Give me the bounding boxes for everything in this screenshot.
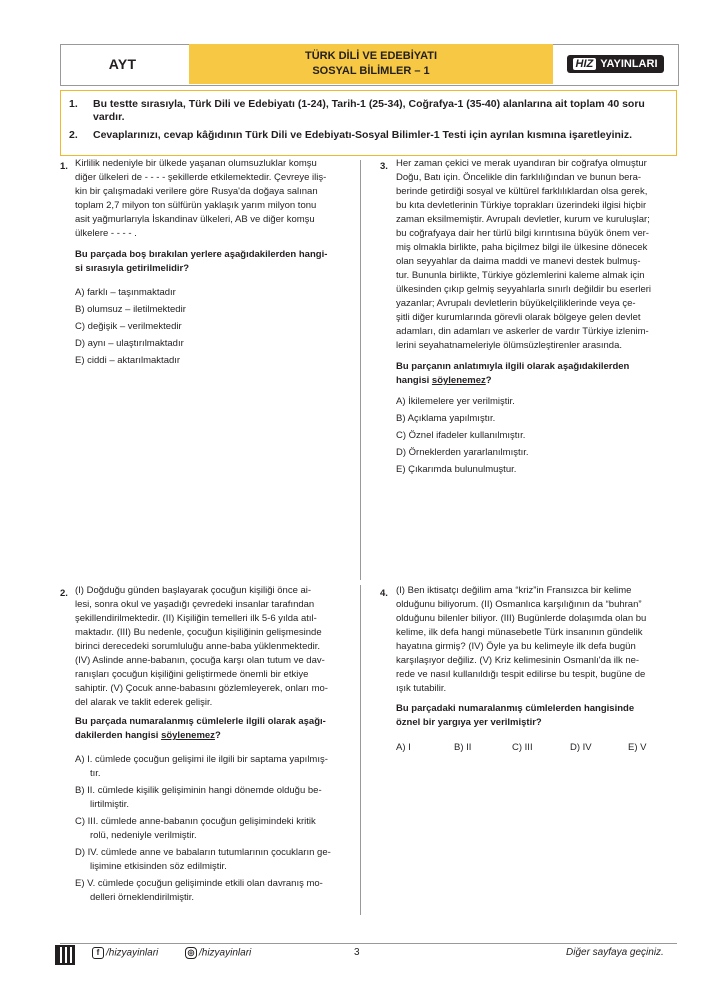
option-b[interactable] <box>75 784 347 815</box>
question-number: 2. <box>60 588 68 599</box>
instruction-text: Cevaplarınızı, cevap kâğıdının Türk Dili ve Edebiyatı-Sosyal Bilimler-1 Testi için ayrılan kısmına işaretleyiniz. <box>93 129 633 141</box>
q4-stem <box>396 702 671 730</box>
option-text: A) I. cümlede çocuğun gelişimi ile ilgili bir saptama yapılmış- <box>75 754 328 765</box>
header-title-line2: SOSYAL BİLİMLER – 1 <box>312 65 430 77</box>
instructions-box <box>60 90 677 156</box>
option-b[interactable]: B) olumsuz – iletilmektedir <box>75 304 186 315</box>
passage-line: ülkesinden çıkıp gelmiş seyyahlarla sınırlı değildir bu eserleri <box>396 284 652 295</box>
passage-line: miş olmakla birlikte, paha biçilmez bilgi ile ülkesine dönecek <box>396 242 648 253</box>
option-text: E) V. cümlede çocuğun gelişiminde etkili olan davranış mo- <box>75 878 323 889</box>
header-title-block <box>189 44 553 84</box>
passage-line: hayatına girmiş? (IV) Öyle ya bu kelimeyle ilk defa bugün <box>396 641 636 652</box>
question-number: 4. <box>380 588 388 599</box>
option-e[interactable] <box>75 877 347 908</box>
q4-passage <box>396 584 664 696</box>
passage-line: del alarak ve taklit ederek gelişir. <box>75 697 213 708</box>
passage-line: zaman eksilmemiştir. Avrupalı devletler, kurum ve kuruluşlar; <box>396 214 650 225</box>
logo-hiz-text: HIZ <box>573 58 597 70</box>
logo-yayinlari-text: YAYINLARI <box>600 58 658 70</box>
option-text: delleri örneklendirilmiştir. <box>90 892 195 903</box>
option-a[interactable]: A) İkilemelere yer verilmiştir. <box>396 396 515 407</box>
passage-line: bu coğrafyaya dair her türlü bilgi kırıntısına büyük önem ver- <box>396 228 649 239</box>
q2-stem <box>75 715 350 743</box>
stem-text: dakilerden hangisi <box>75 730 162 741</box>
option-d[interactable]: D) aynı – ulaştırılmaktadır <box>75 338 184 349</box>
option-d[interactable] <box>75 846 347 877</box>
stem-line <box>75 729 350 743</box>
instruction-text: Bu testte sırasıyla, Türk Dili ve Edebiyatı (1-24), Tarih-1 (25-34), Coğrafya-1 (35-40) alanlarına ait toplam 40 soru vardır. <box>93 98 645 123</box>
passage-line: adamları, din adamları ve askerler de vardır Türkiye izlenim- <box>396 326 649 337</box>
passage-line: yazanlar; Avrupalı devletlerin büyükelçiliklerinde veya çe- <box>396 298 636 309</box>
passage-line: lesi, sonra okul ve yaşadığı çevredeki insanlar tarafından <box>75 599 315 610</box>
stem-text: ? <box>485 375 492 386</box>
option-e[interactable]: E) Çıkarımda bulunulmuştur. <box>396 464 517 475</box>
passage-line: bu kıta devletlerinin Türkiye toprakları üzerindeki ilgisi hiçbir <box>396 200 647 211</box>
option-d[interactable]: D) Örneklerden yararlanılmıştır. <box>396 447 529 458</box>
passage-line: rede ve nasıl kullanıldığı tespit edilirse bu tespit, bugüne de <box>396 669 646 680</box>
passage-line: ranışları çocuğun kişiliğini geliştirmede önemli bir etkiye <box>75 669 309 680</box>
facebook-text: /hizyayinlari <box>106 947 159 959</box>
passage-line: ülkelere - - - - . <box>75 228 137 239</box>
q1-stem <box>75 248 350 276</box>
column-divider <box>360 160 361 580</box>
passage-line: berinde getirdiği sosyal ve kültürel farklılıklardan olsa gerek, <box>396 186 648 197</box>
option-c[interactable]: C) Öznel ifadeler kullanılmıştır. <box>396 430 526 441</box>
question-number: 3. <box>380 161 388 172</box>
footer-divider <box>60 943 677 944</box>
option-text: tır. <box>90 768 101 779</box>
passage-line: birinci derecedeki sorumluluğu anne-baba yüklenmektedir. <box>75 641 321 652</box>
instagram-icon: ◎ <box>185 947 197 959</box>
q2-options <box>75 753 347 908</box>
stem-underlined: söylenemez <box>161 730 215 741</box>
option-c[interactable] <box>75 815 347 846</box>
q3-options <box>396 395 529 480</box>
option-e[interactable]: E) ciddi – aktarılmaktadır <box>75 355 181 366</box>
next-page-note: Diğer sayfaya geçiniz. <box>566 947 664 958</box>
option-text: B) II. cümlede kişilik gelişiminin hangi dönemde olduğu be- <box>75 785 322 796</box>
passage-line: toplam 2,7 milyon ton sülfürün yaklaşık yarım milyon tonu <box>75 200 317 211</box>
passage-line: kin bir çalışmadaki verilere göre Rusya'da doğaya salınan <box>75 186 318 197</box>
option-text: lişimine etkisinden söz edilmiştir. <box>90 861 227 872</box>
q2-passage <box>75 584 345 710</box>
instagram-text: /hizyayinlari <box>199 947 252 959</box>
publisher-logo <box>553 44 677 84</box>
q3-stem <box>396 360 671 388</box>
q3-passage <box>396 157 664 353</box>
facebook-handle[interactable] <box>92 947 158 959</box>
option-c[interactable]: C) değişik – verilmektedir <box>75 321 182 332</box>
option-c[interactable]: C) III <box>512 742 533 753</box>
passage-line: Her zaman çekici ve merak uyandıran bir coğrafya olmuştur <box>396 158 647 169</box>
option-d[interactable]: D) IV <box>570 742 592 753</box>
q1-passage <box>75 157 345 241</box>
option-text: rolü, nedeniyle verilmiştir. <box>90 830 197 841</box>
option-text: C) III. cümlede anne-babanın çocuğun gelişimindeki kritik <box>75 816 316 827</box>
passage-line: (I) Ben iktisatçı değilim ama “kriz”in Fransızca bir kelime <box>396 585 632 596</box>
option-text: D) IV. cümlede anne ve babaların tutumlarının çocukların ge- <box>75 847 331 858</box>
passage-line: (I) Doğduğu günden başlayarak çocuğun kişiliği önce ai- <box>75 585 312 596</box>
passage-line: kelime, ilk defa hangi münasebetle Türk insanının gündelik <box>396 627 643 638</box>
passage-line: olan seyyahlar da daima maddi ve manevi destek bulmuş- <box>396 256 641 267</box>
option-b[interactable]: B) Açıklama yapılmıştır. <box>396 413 496 424</box>
stem-line <box>396 374 671 388</box>
passage-line: olduğunu biliyorum. (II) Osmanlıca karşılığının da “buhran” <box>396 599 642 610</box>
stem-line: öznel bir yargıya yer verilmiştir? <box>396 717 542 728</box>
option-b[interactable]: B) II <box>454 742 472 753</box>
option-a[interactable]: A) farklı – taşınmaktadır <box>75 287 176 298</box>
qr-code-icon <box>55 945 75 965</box>
passage-line: karşılaşıyor değiliz. (V) Kriz kelimesinin Osmanlı'da ilk ne- <box>396 655 640 666</box>
passage-line: şekillendirilmektedir. (II) Kişiliğin temelleri ilk 5-6 yılda atıl- <box>75 613 317 624</box>
q1-options <box>75 286 186 371</box>
stem-text: ? <box>214 730 221 741</box>
passage-line: (IV) Aslinde anne-babanın, çocuğa karşı olan tutum ve dav- <box>75 655 325 666</box>
facebook-icon: f <box>92 947 104 959</box>
stem-underlined: söylenemez <box>431 375 486 386</box>
question-number: 1. <box>60 161 68 172</box>
passage-line: diğer ülkeleri de - - - - şekillerde etkilemektedir. Çevreye iliş- <box>75 172 327 183</box>
passage-line: tur. Bununla birlikte, Türkiye gözlemlerini kaleme almak için <box>396 270 645 281</box>
instagram-handle[interactable] <box>185 947 251 959</box>
exam-label: AYT <box>108 56 137 72</box>
stem-text: hangisi <box>396 375 432 386</box>
page-number: 3 <box>354 947 360 958</box>
stem-line: Bu parçada numaralanmış cümlelerle ilgili olarak aşağı- <box>75 716 326 727</box>
passage-line: Doğu, Batı için. Öncelikle din farklılığından ve bunun bera- <box>396 172 642 183</box>
stem-line: si sırasıyla getirilmelidir? <box>75 263 190 274</box>
stem-line: Bu parçadaki numaralanmış cümlelerden hangisinde <box>396 703 635 714</box>
option-a[interactable] <box>75 753 347 784</box>
option-text: lirtilmiştir. <box>90 799 130 810</box>
option-e[interactable]: E) V <box>628 742 647 753</box>
stem-line: Bu parçada boş bırakılan yerlere aşağıdakilerden hangi- <box>75 249 328 260</box>
q4-options <box>396 741 666 755</box>
passage-line: maktadır. (III) Bu nedenle, çocuğun kişiliğinin gelişmesinde <box>75 627 322 638</box>
passage-line: asit yağmurlarıyla İskandinav ülkeleri, AB ve diğer komşu <box>75 214 315 225</box>
option-a[interactable]: A) I <box>396 742 411 753</box>
passage-line: şitli diğer kurumlarında görevli olarak bölgeye gelen devlet <box>396 312 641 323</box>
passage-line: lerini seyahatnameleriyle ölümsüzleştirenler arasında. <box>396 340 622 351</box>
instruction-number: 1. <box>69 98 78 110</box>
stem-line: Bu parçanın anlatımıyla ilgili olarak aşağıdakilerden <box>396 361 630 372</box>
instruction-number: 2. <box>69 129 78 141</box>
header-title-line1: TÜRK DİLİ VE EDEBİYATI <box>304 50 438 62</box>
passage-line: sahiptir. (V) Çocuk anne-babasını gözlemleyerek, onları mo- <box>75 683 328 694</box>
passage-line: Kirlilik nedeniyle bir ülkede yaşanan olumsuzluklar komşu <box>75 158 317 169</box>
column-divider <box>360 585 361 915</box>
passage-line: olduğunu bilenler biliyor. (III) Bugünlerde dolaşımda olan bu <box>396 613 647 624</box>
passage-line: ışık tutabilir. <box>396 683 447 694</box>
